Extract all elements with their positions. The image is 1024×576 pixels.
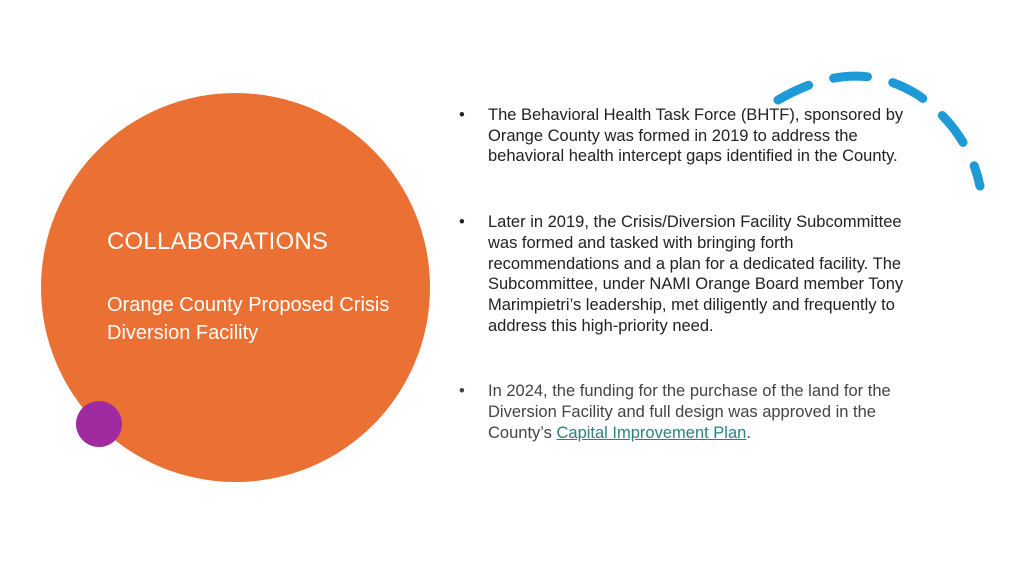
bullet-item [455, 212, 905, 336]
bullet-marker: • [459, 213, 465, 232]
bullet-marker: • [459, 382, 465, 401]
bullet-item [455, 381, 905, 443]
bullet-list [455, 105, 905, 443]
bullet-marker: • [459, 106, 465, 124]
bullet-text: In 2024, the funding for the purchase of the land for the Diversion Facility and full design was approved in the County’s [488, 382, 891, 442]
slide-title: COLLABORATIONS [107, 228, 329, 255]
bullet-item [455, 105, 905, 167]
bullet-text-end: . [746, 423, 751, 442]
bullet-text: The Behavioral Health Task Force (BHTF), sponsored by Orange County was formed in 2019 to address the behavioral health intercept gaps identified in the County. [488, 106, 904, 166]
slide-subtitle: Orange County Proposed Crisis Diversion Facility [107, 294, 390, 344]
bullet-text: Later in 2019, the Crisis/Diversion Facility Subcommittee was formed and tasked with bringing forth recommendations and a plan for a dedicated facility. The Subcommittee, under NAMI Orange Board member Tony Marimpietri’s leadership, met diligently and frequently to address this high-priority need. [488, 213, 904, 335]
capital-improvement-plan-link[interactable]: Capital Improvement Plan [556, 423, 747, 442]
